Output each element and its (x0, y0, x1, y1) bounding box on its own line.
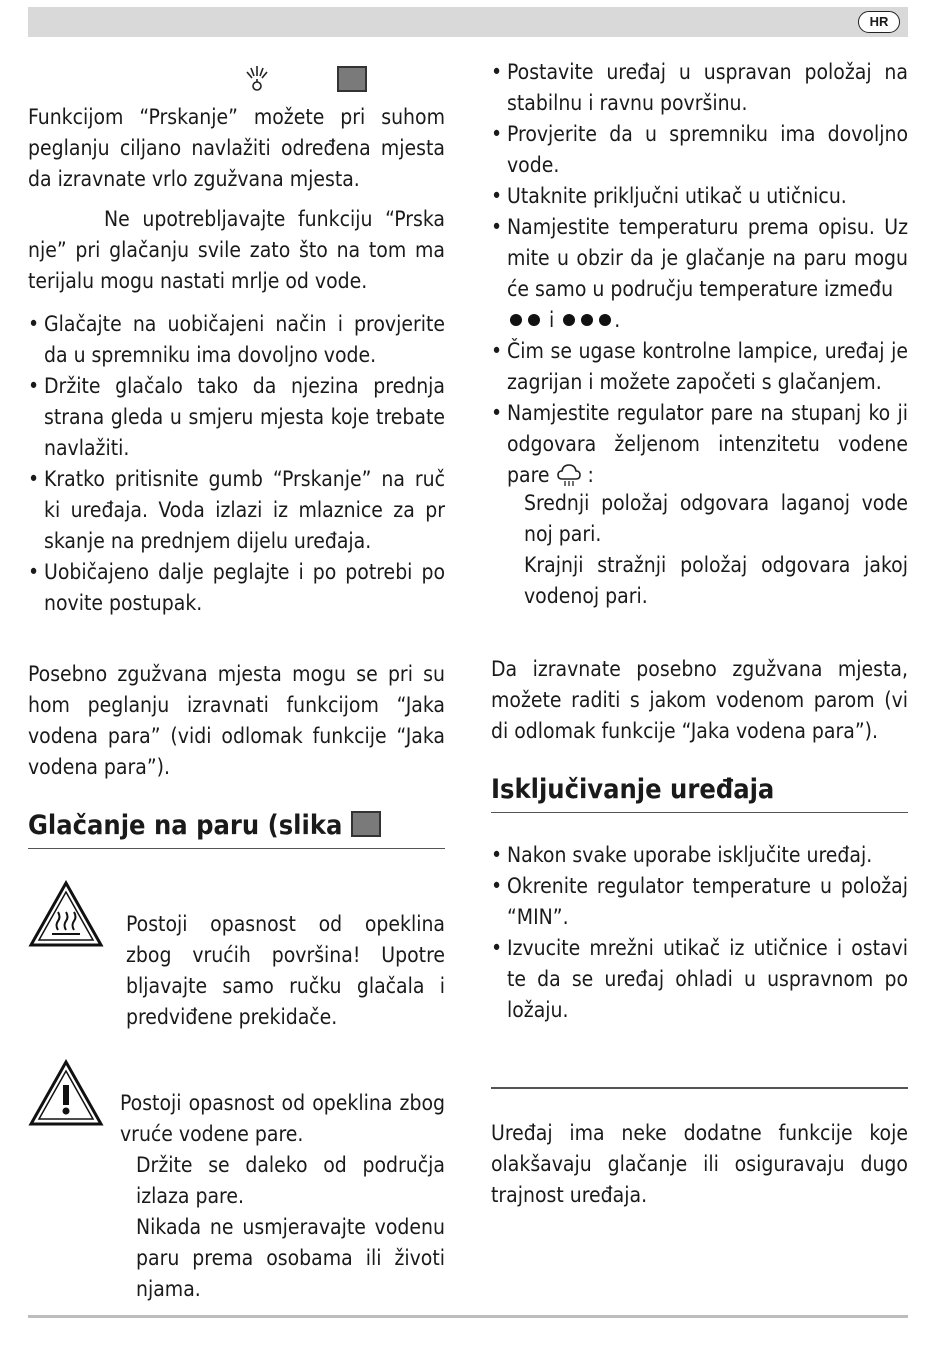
figure-box-icon (337, 66, 367, 92)
spray-icon (244, 62, 270, 94)
list-item: • Postavite uređaj u uspravan položaj na stabilnu i ravnu površinu. (491, 57, 908, 119)
list-item: • Okrenite regulator temperature u položaj “MIN”. (491, 871, 908, 933)
steam-warning-direction: Nikada ne usmjeravajte vodenu paru prema osobama ili životi njama. (136, 1215, 445, 1301)
header-bar (28, 7, 908, 37)
list-item: • Kratko pritisnite gumb “Prskanje” na ruč ki uređaja. Voda izlazi iz mlaznice za pr skanje na prednjem dijelu uređaja. (28, 464, 445, 557)
extra-functions-intro: Uređaj ima neke dodatne funkcije koje olakšavaju glačanje ili osiguravaju dugo trajnost uređaja. (491, 1121, 908, 1207)
list-item: • Držite glačalo tako da njezina prednja strana gleda u smjeru mjesta koje trebate navlažiti. (28, 371, 445, 464)
hot-surface-warning-icon (28, 880, 104, 948)
regulator-back-position: Krajnji stražnji položaj odgovara jakoj vodenoj pari. (524, 553, 908, 608)
general-warning-icon (28, 1059, 104, 1127)
steam-regulator-step: Namjestite regulator pare na stupanj ko ji odgovara željenom intenzitetu vodene pare (507, 401, 908, 487)
list-item (491, 398, 908, 491)
steam-ironing-heading (28, 808, 445, 849)
list-item: • Glačajte na uobičajeni način i provjerite da u spremniku ima dovoljno vode. (28, 309, 445, 371)
switch-off-heading: Isključivanje uređaja (491, 772, 908, 813)
spray-steps-list (28, 309, 445, 619)
spray-silk-note: Ne upotrebljavajte funkciju “Prska nje” pri glačanju svile zato što na tom ma terijalu mogu nastati mrlje od vode. (28, 207, 445, 293)
steam-heading-text: Glačanje na paru (slika (28, 810, 343, 841)
regulator-middle-position: Srednji položaj odgovara laganoj vode noj pari. (524, 491, 908, 546)
language-badge: HR (858, 11, 900, 33)
dry-strong-steam-note: Posebno zgužvana mjesta mogu se pri su hom peglanju izravnati funkcijom “Jaka vodena para” (vidi odlomak funkcije “Jaka vodena para”). (28, 662, 445, 779)
temperature-and: i (549, 308, 555, 332)
temperature-step-text: Namjestite temperaturu prema opisu. Uz mite u obzir da je glačanje na paru mogu će samo u području temperature između (507, 215, 908, 301)
steam-warning-text: Postoji opasnost od opeklina zbog vruće vodene pare. (120, 1091, 445, 1146)
spray-intro: Funkcijom “Prskanje” možete pri suhom peglanju ciljano navlažiti određena mjesta da izravnate vrlo zgužvana mjesta. (28, 105, 445, 191)
switch-off-steps-list (491, 840, 908, 1026)
list-item: • Provjerite da u spremniku ima dovoljno vode. (491, 119, 908, 181)
steam-warning-distance: Držite se daleko od područja izlaza pare. (136, 1153, 445, 1208)
figure-box-icon (351, 811, 381, 837)
section-divider (491, 1087, 908, 1089)
list-item: • Izvucite mrežni utikač iz utičnice i ostavi te da se uređaj ohladi u uspravnom po ložaju. (491, 933, 908, 1026)
list-item: • Čim se ugase kontrolne lampice, uređaj je zagrijan i možete započeti s glačanjem. (491, 336, 908, 398)
steam-steps-list (491, 57, 908, 491)
list-item: • Nakon svake uporabe isključite uređaj. (491, 840, 908, 871)
list-item: • Namjestite temperaturu prema opisu. Uz mite u obzir da je glačanje na paru mogu će samo u području temperature između i . (491, 212, 908, 336)
three-dot-symbol (560, 308, 614, 332)
list-item: • Uobičajeno dalje peglajte i po potrebi po novite postupak. (28, 557, 445, 619)
footer-rule (28, 1315, 908, 1318)
strong-steam-note: Da izravnate posebno zgužvana mjesta, možete raditi s jakom vodenom parom (vi di odlomak funkcije “Jaka vodena para”). (491, 657, 908, 743)
two-dot-symbol (507, 308, 543, 332)
colon: : (587, 463, 594, 487)
hot-surface-warning-text: Postoji opasnost od opeklina zbog vrućih površina! Upotre bljavajte samo ručku glačala i predviđene prekidače. (126, 912, 445, 1029)
steam-cloud-icon (556, 461, 582, 487)
list-item: • Utaknite priključni utikač u utičnicu. (491, 181, 908, 212)
